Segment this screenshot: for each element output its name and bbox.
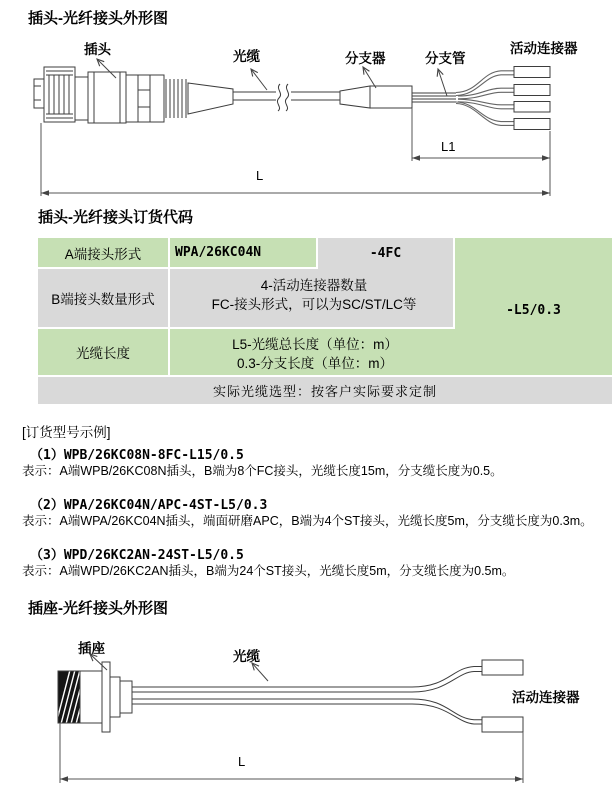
socket-outline-diagram: [0, 620, 616, 791]
row-b-label: B端接头数量形式: [38, 269, 170, 329]
row-b-line2: FC-接头形式，可以为SC/ST/LC等: [211, 297, 417, 313]
row-c-line2: 0.3-分支长度（单位：m）: [236, 356, 393, 372]
row-a-length-code: -L5/0.3: [455, 238, 612, 377]
label-connectors-socket: 活动连接器: [512, 690, 580, 705]
row-c-description: [170, 329, 455, 377]
row-a-connector-count: -4FC: [318, 238, 455, 269]
label-splitter: 分支器: [345, 51, 386, 66]
row-c-label: 光缆长度: [38, 329, 170, 377]
row-a-label: A端接头形式: [38, 238, 170, 269]
examples-heading: [订货型号示例]: [22, 425, 111, 440]
dim-l1-label: L1: [441, 139, 456, 154]
example-2-desc: 表示：A端WPA/26KC04N插头，端面研磨APC，B端为4个ST接头，光缆长度5m，分支缆长度为0.3m。: [22, 514, 593, 528]
order-code-title: 插头-光纤接头订货代码: [38, 209, 193, 226]
label-branch-tube: 分支管: [425, 51, 466, 66]
dimension-lines: [60, 723, 523, 783]
plug-outline-diagram: [0, 30, 616, 200]
table-note: 实际光缆选型：按客户实际要求定制: [38, 377, 612, 404]
row-c-line1: L5-光缆总长度（单位：m）: [232, 337, 398, 352]
dim-l-label-socket: L: [238, 754, 246, 769]
label-connectors: 活动连接器: [510, 41, 578, 56]
example-1-desc: 表示：A端WPB/26KC08N插头，B端为8个FC接头，光缆长度15m，分支缆长度为0.5。: [22, 464, 503, 478]
socket-outline-title: 插座-光纤接头外形图: [28, 600, 168, 617]
label-cable-socket: 光缆: [233, 649, 260, 664]
label-socket: 插座: [78, 641, 105, 656]
example-3-code: （3）WPD/26KC2AN-24ST-L5/0.5: [30, 548, 244, 563]
dim-l-label: L: [256, 168, 264, 183]
order-code-table: [38, 238, 612, 404]
row-a-code: WPA/26KC04N: [170, 238, 318, 269]
example-3-desc: 表示：A端WPD/26KC2AN插头，B端为24个ST接头，光缆长度5m，分支缆长度为0.5m。: [22, 564, 515, 578]
label-plug: 插头: [84, 42, 111, 57]
example-2-code: （2）WPA/26KC04N/APC-4ST-L5/0.3: [30, 498, 268, 513]
row-b-description: [170, 269, 455, 329]
plug-outline-title: 插头-光纤接头外形图: [28, 10, 168, 27]
label-cable: 光缆: [233, 49, 260, 64]
row-b-line1: 4-活动连接器数量: [260, 278, 368, 293]
example-1-code: （1）WPB/26KC08N-8FC-L15/0.5: [30, 448, 244, 463]
